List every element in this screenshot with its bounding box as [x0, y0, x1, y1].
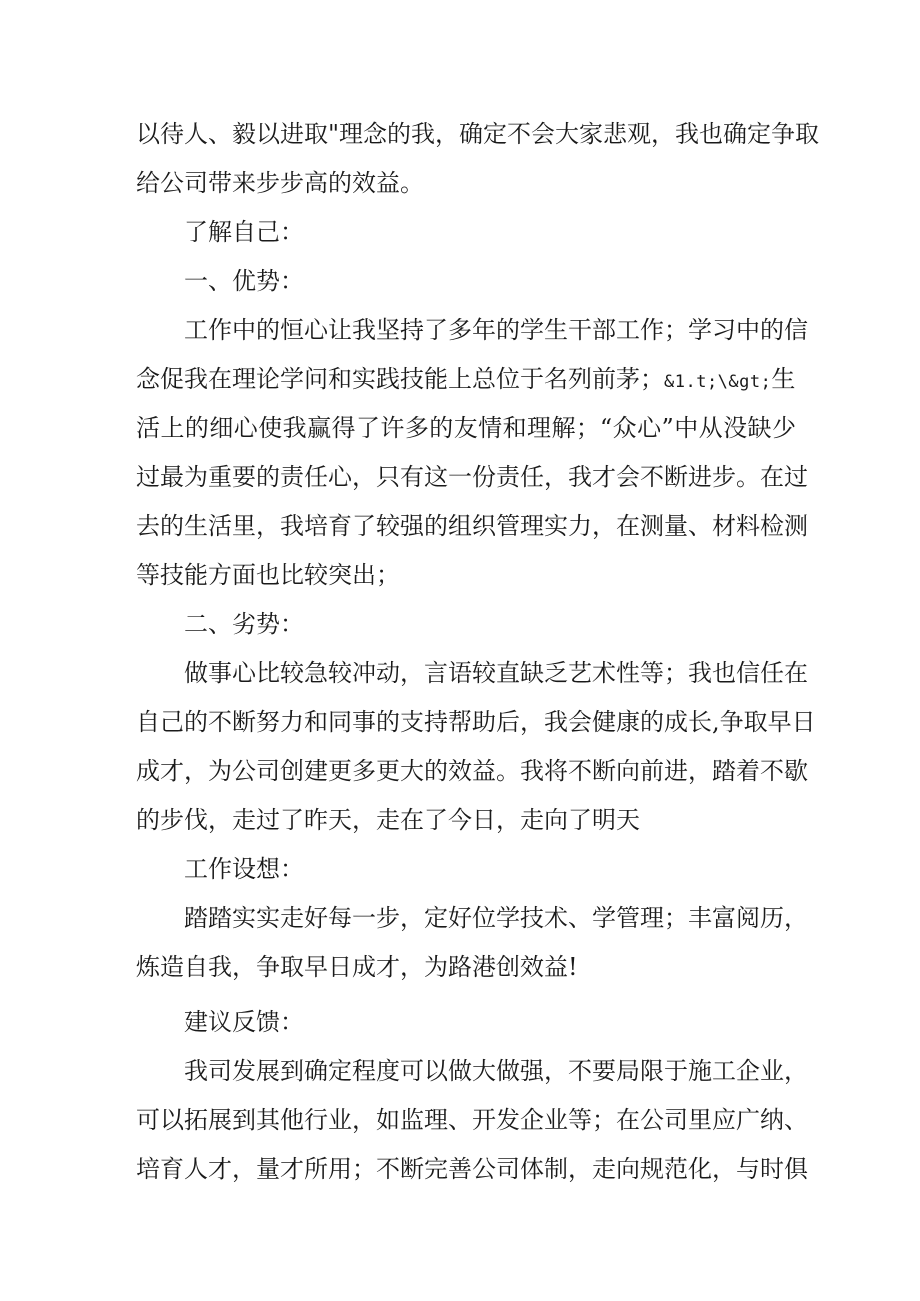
subheading-weaknesses: 二、劣势：: [184, 610, 304, 638]
garbled-entity-fragment: &1.t;\&gt;: [664, 372, 772, 392]
paragraph-line: 可以拓展到其他行业，如监理、开发企业等；在公司里应广纳、: [136, 1106, 808, 1134]
paragraph-line: 自己的不断努力和同事的支持帮助后，我会健康的成长,争取早日: [136, 708, 816, 736]
subheading-strengths: 一、优势：: [184, 267, 304, 295]
paragraph-line: 等技能方面也比较突出；: [136, 561, 400, 589]
section-heading-work-plan: 工作设想：: [184, 855, 304, 883]
paragraph-line: 做事心比较急较冲动，言语较直缺乏艺术性等；我也信任在: [184, 659, 808, 687]
section-heading-suggestions: 建议反馈：: [184, 1008, 304, 1036]
paragraph-line: [136, 363, 796, 398]
paragraph-line: 过最为重要的责任心，只有这一份责任，我才会不断进步。在过: [136, 463, 808, 491]
paragraph-line: 工作中的恒心让我坚持了多年的学生干部工作；学习中的信: [184, 316, 808, 344]
text-fragment: 生: [771, 365, 796, 393]
paragraph-line: 的步伐，走过了昨天，走在了今日，走向了明天: [136, 806, 640, 834]
paragraph-line: 给公司带来步步高的效益。: [136, 169, 424, 197]
paragraph-line: 我司发展到确定程度可以做大做强，不要局限于施工企业，: [184, 1057, 808, 1085]
paragraph-line: 以待人、毅以进取"理念的我，确定不会大家悲观，我也确定争取: [136, 120, 820, 148]
paragraph-line: 活上的细心使我赢得了许多的友情和理解；“众心”中从没缺少: [136, 414, 796, 442]
text-fragment: 念促我在理论学问和实践技能上总位于名列前茅；: [136, 365, 664, 393]
paragraph-line: 培育人才，量才所用；不断完善公司体制，走向规范化，与时俱: [136, 1155, 808, 1183]
paragraph-line: 踏踏实实走好每一步，定好位学技术、学管理；丰富阅历，: [184, 904, 808, 932]
section-heading-self-knowledge: 了解自己：: [184, 218, 304, 246]
paragraph-line: 成才，为公司创建更多更大的效益。我将不断向前进，踏着不歇: [136, 757, 808, 785]
paragraph-line: 去的生活里，我培育了较强的组织管理实力，在测量、材料检测: [136, 512, 808, 540]
paragraph-line: 炼造自我，争取早日成才，为路港创效益!: [136, 953, 578, 981]
